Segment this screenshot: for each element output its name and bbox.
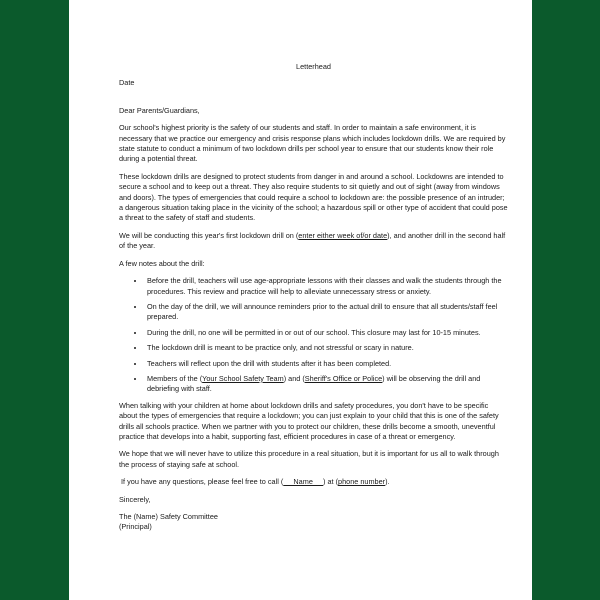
list-item: • Teachers will reflect upon the drill with students after it has been completed. <box>145 359 508 369</box>
letter-page <box>69 0 532 600</box>
paragraph-drill-schedule <box>119 231 508 252</box>
contact-text-c: ). <box>385 477 390 487</box>
notes-list <box>119 276 508 395</box>
list-item: • Before the drill, teachers will use age-appropriate lessons with their classes and walk the students through the procedures. This review and practice will help to alleviate unnecessary stress or anxiety. <box>145 276 508 297</box>
signature-principal: (Principal) <box>119 522 152 532</box>
drill-date-placeholder: enter either week of/or date <box>298 230 388 240</box>
observers-text-a: Members of the ( <box>147 373 203 383</box>
paragraph-talking-home: When talking with your children at home about lockdown drills and safety procedures, you don't have to be specific about the types of emergencies that require a lockdown; you can just explain to your child that this is one of the safety drills all schools practice. When we partner with you to protect our children, these drills become a smooth, uneventful practice that develops into a habit, supporting fast, efficient procedures in case of a threat or emergency. <box>119 400 499 441</box>
paragraph-contact <box>119 477 508 487</box>
drill-schedule-text-b: ), and another drill in the second half of the year. <box>119 230 506 251</box>
list-item <box>145 374 508 395</box>
letterhead: Letterhead <box>296 62 331 71</box>
drill-schedule-text-a: We will be conducting this year's first lockdown drill on ( <box>119 230 299 240</box>
police-placeholder: Sheriff's Office or Police <box>304 373 383 383</box>
name-placeholder: Name <box>283 477 324 487</box>
contact-text-a: If you have any questions, please feel free to call ( <box>119 477 284 487</box>
observers-text-c: ) will be observing the drill and debriefing with staff. <box>147 373 481 394</box>
closing: Sincerely, <box>119 494 151 504</box>
salutation: Dear Parents/Guardians, <box>119 105 200 115</box>
notes-intro: A few notes about the drill: <box>119 258 205 268</box>
phone-placeholder: phone number <box>338 477 386 487</box>
paragraph-priority: Our school's highest priority is the safety of our students and staff. In order to maintain a safe environment, it is necessary that we practice our emergency and crisis response plans which includes lockdown drills. We are required by state statute to conduct a minimum of two lockdown drills per school year to ensure that our students know their role during a potential threat. <box>119 123 506 164</box>
date-line: Date <box>119 78 135 88</box>
observers-text-b: ) and ( <box>283 373 305 383</box>
list-item: • During the drill, no one will be permitted in or out of our school. This closure may last for 10-15 minutes. <box>145 328 508 338</box>
contact-text-b: ) at ( <box>323 477 339 487</box>
list-item: • The lockdown drill is meant to be practice only, and not stressful or scary in nature. <box>145 343 508 353</box>
safety-team-placeholder: Your School Safety Team <box>202 373 284 383</box>
paragraph-lockdown-purpose: These lockdown drills are designed to protect students from danger in and around a school. Lockdowns are intended to secure a school and to keep out a threat. They also require students to sit quietly and out of sight (away from windows and doors). The types of emergencies that could require a school to lockdown are: the possible presence of an intruder; a dangerous situation taking place in the vicinity of the school; a hazardous spill or other type of accident that could pose a threat to the safety of staff and students. <box>119 171 508 223</box>
paragraph-hope: We hope that we will never have to utilize this procedure in a real situation, but it is important for us all to walk through the process of staying safe at school. <box>119 449 499 469</box>
list-item: • On the day of the drill, we will announce reminders prior to the actual drill to ensure that all students/staff feel prepared. <box>145 302 508 323</box>
signature-committee: The (Name) Safety Committee <box>119 512 218 521</box>
